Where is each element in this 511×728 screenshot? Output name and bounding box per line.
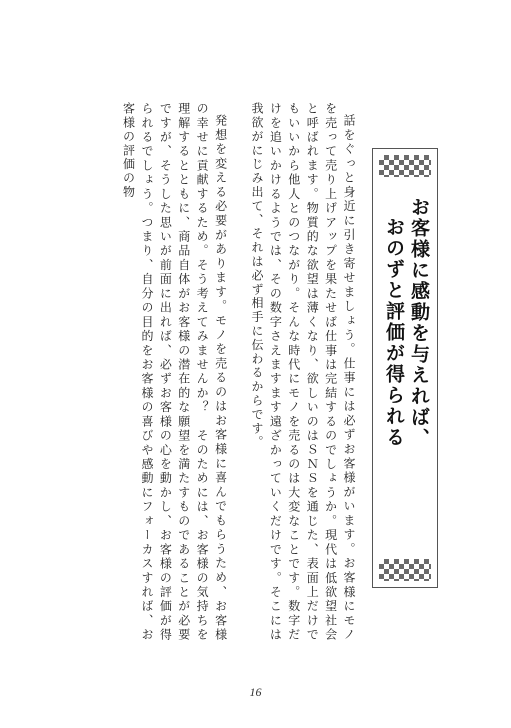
checker-pattern-top	[379, 155, 431, 177]
body-text	[119, 102, 358, 642]
paragraph-1: 話をぐっと身近に引き寄せましょう。仕事には必ずお客様がいます。お客様にモノを売って売り上げアップを果たせば仕事は完結するのでしょうか。現代は低欲望社会と呼ばれます。物質的な欲望は薄くなり、欲しいのはＳＮＳを通じた、表面上だけでもいいから他人とのつながり。そんな時代にモノを売るのは大変なことです。数字だけを追いかけるようでは、その数字さえますます遠ざかっていくだけです。そこには我欲がにじみ出て、それは必ず相手に伝わるからです。	[249, 102, 356, 642]
chapter-title-box	[372, 148, 438, 588]
chapter-title	[381, 197, 431, 547]
checker-pattern-bottom	[379, 559, 431, 581]
chapter-title-line-1: お客様に感動を与えれば、	[408, 197, 430, 449]
paragraph-2: 発想を変える必要があります。モノを売るのはお客様に喜んでもらうため、お客様の幸せに貢献するため。そう考えてみませんか？ そのためには、お客様の気持ちを理解するとともに、商品自体がお客様の潜在的な願望を満たすものであることが必要ですが、そうした思いが前面に出れば、必ずお客様の心を動かし、お客様の評価が得られるでしょう。つまり、自分の目的をお客様の喜びや感動にフォーカスすれば、お客様の評価の物	[121, 102, 228, 642]
page-number: 16	[249, 685, 262, 699]
chapter-title-line-2: おのずと評価が得られる	[383, 217, 405, 448]
